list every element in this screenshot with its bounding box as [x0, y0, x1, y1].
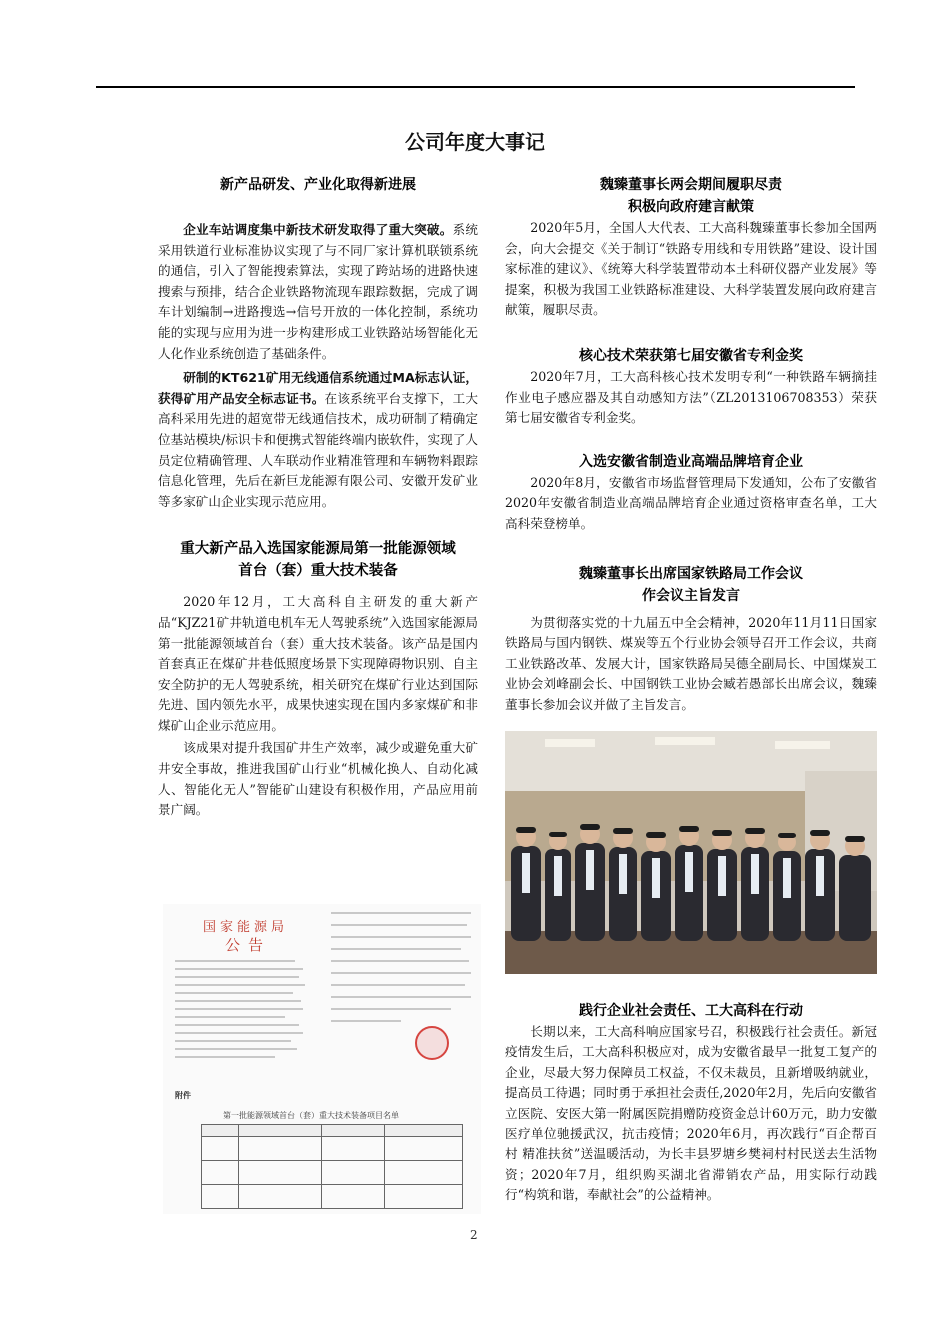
paragraph-kt621 — [158, 368, 478, 512]
section-heading-patent-award: 核心技术荣获第七届安徽省专利金奖 — [579, 347, 803, 364]
official-seal-icon — [415, 1026, 449, 1060]
paragraph-body: 在该系统平台支撑下，工大高科采用先进的超宽带无线通信技术，成功研制了精确定位基站模块/标识卡和便携式智能终端内嵌软件，实现了人员定位精确管理、人车联动作业精准管理和车辆物料跟踪信息化管理，先后在新巨龙能源有限公司、安徽开发矿业等多家矿山企业实现示范应用。 — [158, 390, 479, 509]
heading-line: 作会议主旨发言 — [642, 587, 740, 604]
paragraph-impact: 该成果对提升我国矿井生产效率，减少或避免重大矿井安全事故，推进我国矿山行业“机械化换人、自动化减人、智能化无人”智能矿山建设有积极作用，产品应用前景广阔。 — [158, 740, 478, 818]
paragraph-patent-award: 2020年7月，工大高科核心技术发明专利“一种铁路车辆摘挂作业电子感应器及其自动感知方法”（ZL2013106708353）荣获第七届安徽省专利金奖。 — [505, 368, 877, 426]
section-heading-new-products: 新产品研发、产业化取得新进展 — [220, 177, 416, 193]
paragraph-brand-cultivation: 2020年8月，安徽省市场监督管理局下发通知，公布了安徽省2020年安徽省制造业高端品牌培育企业通过资格审查名单，工大高科荣登榜单。 — [505, 474, 877, 531]
paragraph-lead: 研制的KT621矿用无线通信系统通过MA标志认证，获得矿用产品安全标志证书。 — [158, 370, 478, 406]
notice-appendix-label: 附件 — [175, 1090, 191, 1100]
meeting-group-photo — [505, 731, 877, 974]
paragraph-kjz21: 2020年12月，工大高科自主研发的重大新产品“KJZ21矿井轨道电机车无人驾驶系统”入选国家能源局第一批能源领域首台（套）重大技术装备。该产品是国内首套真正在煤矿井巷低照度场景下实现障碍物识别、自主安全防护的无人驾驶系统，相关研究在煤矿行业达到国际先进、国内领先水平，成果快速实现在国内多家煤矿和非煤矿山企业示范应用。 — [158, 594, 478, 733]
heading-line: 魏臻董事长出席国家铁路局工作会议 — [579, 565, 803, 582]
paragraph-two-sessions: 2020年5月，全国人大代表、工大高科魏臻董事长参加全国两会，向大会提交《关于制订“铁路专用线和专用铁路”建设、设计国家标准的建议》、《统筹大科学装置带动本土科研仪器产业发展》等提案，积极为我国工业铁路标准建设、大科学装置发展向政府建言献策，履职尽责。 — [505, 220, 877, 318]
announcement-document-image — [163, 904, 481, 1214]
section-heading-brand-cultivation: 入选安徽省制造业高端品牌培育企业 — [579, 453, 803, 470]
heading-line: 积极向政府建言献策 — [628, 199, 754, 215]
section-heading-social-responsibility: 践行企业社会责任、工大高科在行动 — [579, 1003, 803, 1019]
notice-table-title: 第一批能源领域首台（套）重大技术装备项目名单 — [223, 1111, 399, 1120]
page-number: 2 — [470, 1228, 478, 1242]
right-column — [505, 170, 877, 716]
paragraph-social-responsibility: 长期以来，工大高科响应国家号召，积极践行社会责任。新冠疫情发生后，工大高科积极应对，成为安徽省最早一批复工复产的企业，尽最大努力保障员工权益，不仅未裁员，且新增吸纳就业，提高员工待遇；同时勇于承担社会责任,2020年2月，先后向安徽省立医院、安医大第一附属医院捐赠防疫资金总计60万元，助力安徽医疗单位驰援武汉，抗击疫情；2020年6月，再次践行“百企帮百村 精准扶贫”送温暖活动，为长丰县罗塘乡樊祠村村民送去生活物资；2020年7月，组织购买湖北省滞销农产品，用实际行动践行“构筑和谐，奉献社会”的公益精神。 — [505, 1024, 877, 1203]
notice-org: 国家能源局 — [203, 920, 289, 935]
section-heading-railway-meeting — [505, 563, 877, 607]
paragraph-dispatch-system — [158, 220, 478, 364]
paragraph-body: 系统采用铁道行业标准协议实现了与不同厂家计算机联锁系统的通信，引入了智能搜索算法，实现了跨站场的进路快速搜索与预排，结合企业铁路物流现车跟踪数据，完成了调车计划编制→进路搜选→信号开放的一体化控制，系统功能的实现与应用为进一步构建形成工业铁路站场智能化无人化作业系统创造了基础条件。 — [158, 222, 478, 361]
right-column-bottom — [505, 1000, 877, 1206]
heading-line: 首台（套）重大技术装备 — [238, 563, 398, 580]
header-rule — [96, 86, 855, 88]
left-column — [158, 170, 478, 821]
heading-line: 重大新产品入选国家能源局第一批能源领域 — [180, 541, 456, 558]
notice-table — [201, 1124, 463, 1209]
paragraph-railway-meeting: 为贯彻落实党的十九届五中全会精神，2020年11月11日国家铁路局与国内钢铁、煤炭等五个行业协会领导召开工作会议，共商工业铁路改革、发展大计，国家铁路局吴德全副局长、中国煤炭工业协会刘峰副会长、中国钢铁工业协会臧若愚部长出席会议，魏臻董事长参加会议并做了主旨发言。 — [505, 614, 877, 712]
heading-line: 魏臻董事长两会期间履职尽责 — [600, 177, 782, 193]
paragraph-lead: 企业车站调度集中新技术研发取得了重大突破。 — [183, 222, 453, 237]
page-title: 公司年度大事记 — [405, 130, 545, 154]
notice-announcement: 公告 — [225, 936, 272, 954]
section-heading-two-sessions — [505, 174, 877, 218]
section-heading-energy-equipment — [158, 538, 478, 582]
